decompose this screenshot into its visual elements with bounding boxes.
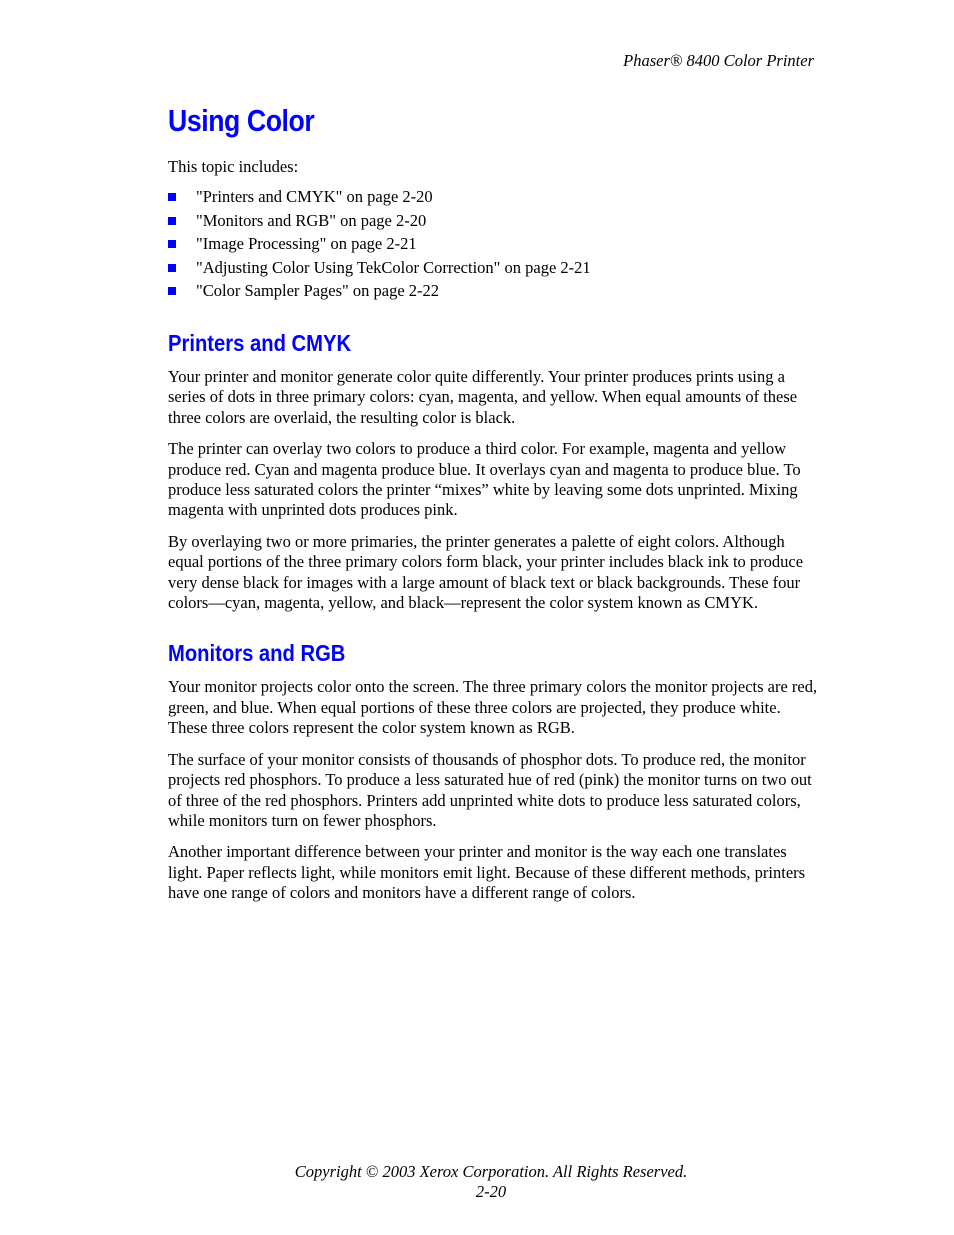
square-bullet-icon <box>168 287 176 295</box>
page-number: 2-20 <box>475 1182 507 1201</box>
topic-link-printers-cmyk[interactable] <box>168 187 818 207</box>
paragraph: Your printer and monitor generate color quite differently. Your printer produces prints using a series of dots in three primary colors: cyan, magenta, and yellow. When equal amounts of these three colors are overlaid, the resulting color is black. <box>168 367 798 427</box>
section-monitors-rgb <box>168 638 818 903</box>
topic-link-label: "Printers and CMYK" on page 2-20 <box>196 187 433 206</box>
section-heading: Monitors and RGB <box>168 640 346 667</box>
page-title: Using Color <box>168 103 315 138</box>
topic-intro: This topic includes: <box>168 157 299 176</box>
topic-link-label: "Color Sampler Pages" on page 2-22 <box>196 281 440 300</box>
page-footer <box>0 1162 954 1202</box>
topic-link-label: "Image Processing" on page 2-21 <box>196 234 417 253</box>
paragraph: Another important difference between your printer and monitor is the way each one translates light. Paper reflects light, while monitors emit light. Because of these different methods, printers have one range of colors and monitors have a different range of colors. <box>168 842 806 903</box>
square-bullet-icon <box>168 193 176 201</box>
paragraph: Your monitor projects color onto the screen. The three primary colors the monitor projects are red, green, and blue. When equal portions of these three colors are projected, they produce white. These three colors represent the color system known as RGB. <box>168 677 818 738</box>
section-heading: Printers and CMYK <box>168 330 352 356</box>
topic-list <box>168 187 818 301</box>
paragraph: By overlaying two or more primaries, the printer generates a palette of eight colors. Although equal portions of the three primary colors form black, your printer includes black ink to produce very dense black for images with a large amount of black text or black backgrounds. These four colors—cyan, magenta, yellow, and black—represent the color system known as CMYK. <box>168 531 804 613</box>
running-header: Phaser® 8400 Color Printer <box>623 51 814 70</box>
topic-link-label: "Monitors and RGB" on page 2-20 <box>196 210 427 230</box>
paragraph: The printer can overlay two colors to produce a third color. For example, magenta and yellow produce red. Cyan and magenta produce blue. It overlays cyan and magenta to produce blue. To produce less saturated colors the printer “mixes” white by leaving some dots unprinted. Mixing magenta with unprinted dots produces pink. <box>168 439 801 520</box>
square-bullet-icon <box>168 217 176 225</box>
copyright-notice: Copyright © 2003 Xerox Corporation. All Rights Reserved. <box>294 1162 688 1181</box>
topic-link-image-processing[interactable] <box>168 234 818 254</box>
topic-link-monitors-rgb[interactable] <box>168 211 818 231</box>
section-printers-cmyk <box>168 328 818 613</box>
topic-link-color-sampler-pages[interactable] <box>168 281 818 301</box>
square-bullet-icon <box>168 240 176 248</box>
topic-link-label: "Adjusting Color Using TekColor Correction" on page 2-21 <box>196 257 591 277</box>
paragraph: The surface of your monitor consists of thousands of phosphor dots. To produce red, the monitor projects red phosphors. To produce a less saturated hue of red (pink) the monitor turns on two out of three of the red phosphors. Printers add unprinted white dots to produce less saturated colors, while monitors turn on fewer phosphors. <box>168 749 812 830</box>
page-content <box>168 100 818 915</box>
topic-link-tekcolor-correction[interactable] <box>168 258 818 278</box>
square-bullet-icon <box>168 264 176 272</box>
